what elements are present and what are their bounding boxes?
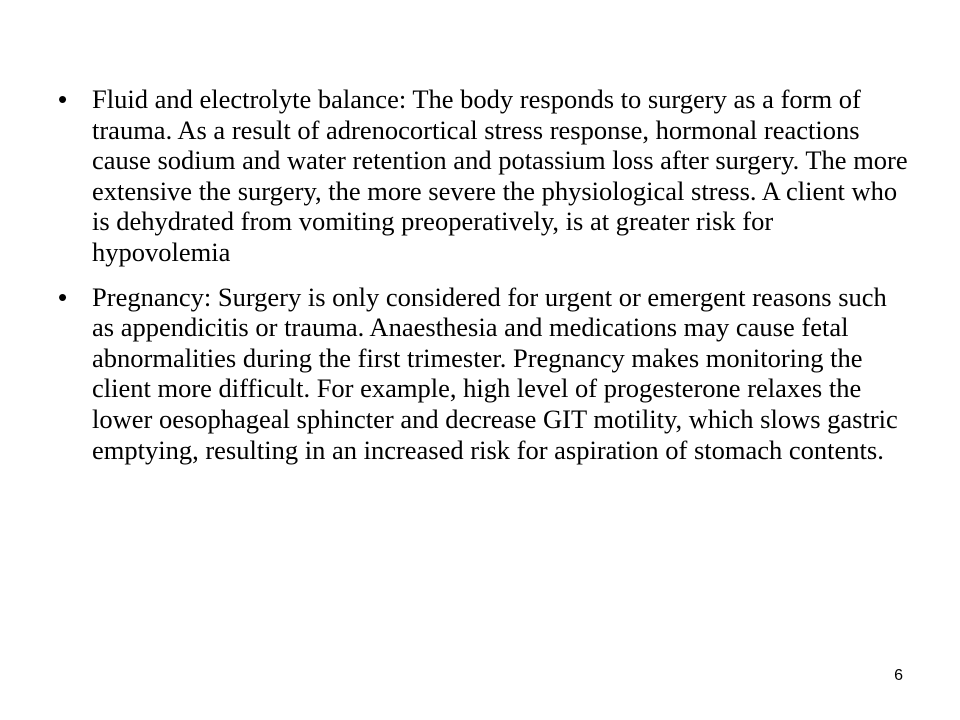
bullet-point-icon: • (58, 281, 68, 312)
bullet-text: Fluid and electrolyte balance: The body responds to surgery as a form of trauma. As a result of adrenocortical stress response, hormonal reactions cause sodium and water retention and potassium loss after surgery. The more extensive the surgery, the more severe the physiological stress. A client who is dehydrated from vomiting preoperatively, is at greater risk for hypovolemia (92, 84, 908, 267)
bullet-point-icon: • (58, 84, 68, 114)
bullet-pregnancy (58, 282, 908, 466)
bullet-text: Pregnancy: Surgery is only considered for urgent or emergent reasons such as appendicitis or trauma. Anaesthesia and medications may cause fetal abnormalities during the first trimester. Pregnancy makes monitoring the client more difficult. For example, high level of progesterone relaxes the lower oesophageal sphincter and decrease GIT motility, which slows gastric emptying, resulting in an increased risk for aspiration of stomach contents. (92, 281, 898, 465)
page-number: 6 (894, 667, 903, 684)
bullet-list (58, 84, 908, 479)
bullet-fluid-electrolyte-balance (58, 84, 908, 268)
